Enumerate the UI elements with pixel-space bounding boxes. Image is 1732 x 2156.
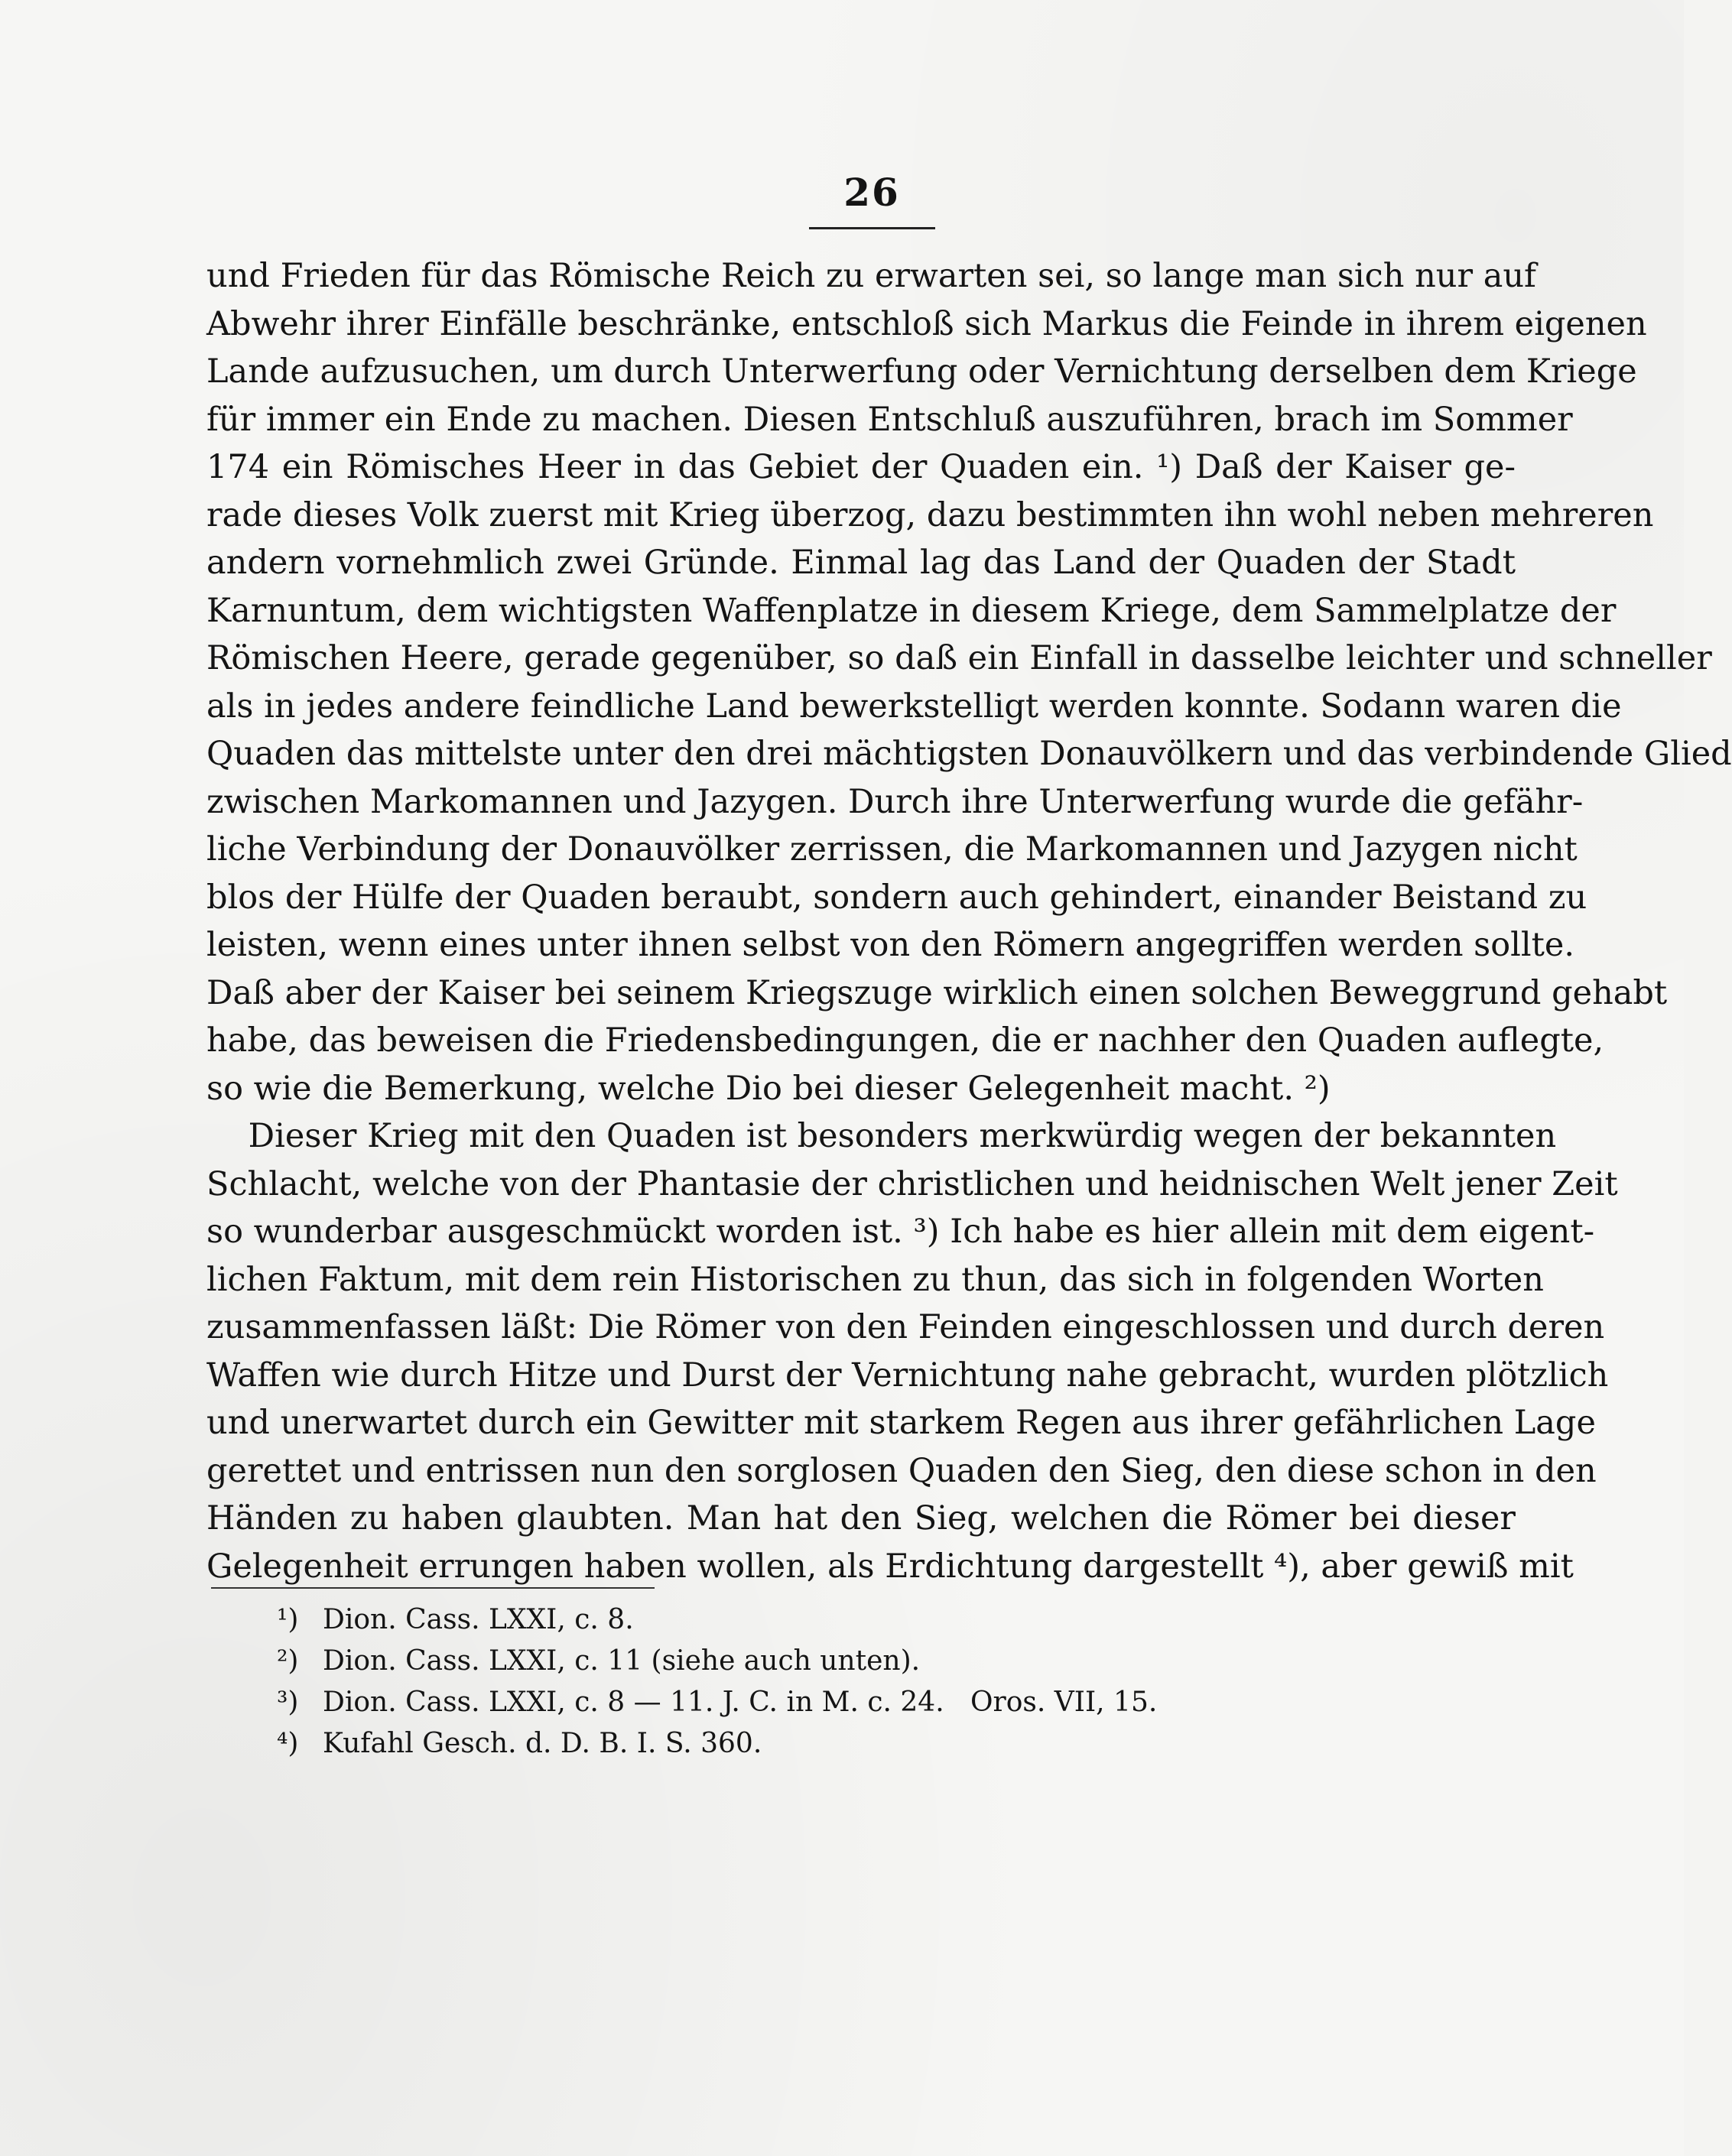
text-line: und Frieden für das Römische Reich zu erwarten sei, so lange man sich nur auf bbox=[206, 257, 1536, 295]
footnote bbox=[277, 1682, 1157, 1723]
footnote-rule bbox=[211, 1587, 655, 1589]
text-line: lichen Faktum, mit dem rein Historischen zu thun, das sich in folgenden Worten bbox=[206, 1260, 1544, 1299]
footnote-marker: ⁴) bbox=[277, 1728, 299, 1759]
text-line: Dieser Krieg mit den Quaden ist besonders merkwürdig wegen der bekannten bbox=[206, 1117, 1557, 1155]
footnote-text: Dion. Cass. LXXI, c. 11 (siehe auch unten). bbox=[323, 1645, 921, 1677]
footnote-marker: ²) bbox=[277, 1645, 299, 1677]
footnote bbox=[277, 1599, 1157, 1641]
page-number: 26 bbox=[843, 170, 900, 215]
footnote-text: Kufahl Gesch. d. D. B. I. S. 360. bbox=[323, 1728, 762, 1759]
text-line: so wunderbar ausgeschmückt worden ist. ³) Ich habe es hier allein mit dem eigent- bbox=[206, 1213, 1595, 1251]
page-number-rule bbox=[809, 227, 935, 229]
text-line: leisten, wenn eines unter ihnen selbst von den Römern angegriffen werden sollte. bbox=[206, 926, 1575, 964]
text-line: andern vornehmlich zwei Gründe. Einmal lag das Land der Quaden der Stadt bbox=[206, 544, 1516, 582]
text-line: Abwehr ihrer Einfälle beschränke, entschloß sich Markus die Feinde in ihrem eigenen bbox=[206, 304, 1647, 343]
text-line: liche Verbindung der Donauvölker zerrissen, die Markomannen und Jazygen nicht bbox=[206, 830, 1578, 869]
text-line: Gelegenheit errungen haben wollen, als Erdichtung dargestellt ⁴), aber gewiß mit bbox=[206, 1547, 1574, 1586]
text-line: 174 ein Römisches Heer in das Gebiet der Quaden ein. ¹) Daß der Kaiser ge- bbox=[206, 448, 1516, 486]
text-line: zusammenfassen läßt: Die Römer von den Feinden eingeschlossen und durch deren bbox=[206, 1308, 1605, 1346]
text-line: und unerwartet durch ein Gewitter mit starkem Regen aus ihrer gefährlichen Lage bbox=[206, 1404, 1596, 1442]
footnote bbox=[277, 1723, 1157, 1765]
footnote-text: Dion. Cass. LXXI, c. 8. bbox=[323, 1604, 634, 1635]
text-line: habe, das beweisen die Friedensbedingungen, die er nachher den Quaden auflegte, bbox=[206, 1021, 1604, 1060]
body-text bbox=[206, 252, 1732, 1590]
text-line: als in jedes andere feindliche Land bewerkstelligt werden konnte. Sodann waren die bbox=[206, 687, 1622, 726]
text-line: zwischen Markomannen und Jazygen. Durch ihre Unterwerfung wurde die gefähr- bbox=[206, 782, 1584, 821]
text-line: Waffen wie durch Hitze und Durst der Vernichtung nahe gebracht, wurden plötzlich bbox=[206, 1356, 1609, 1395]
text-line: Daß aber der Kaiser bei seinem Kriegszuge wirklich einen solchen Beweggrund gehabt bbox=[206, 973, 1668, 1012]
text-line: rade dieses Volk zuerst mit Krieg überzog, dazu bestimmten ihn wohl neben mehreren bbox=[206, 495, 1654, 534]
footnote-text: Dion. Cass. LXXI, c. 8 — 11. J. C. in M. c. 24. Oros. VII, 15. bbox=[323, 1687, 1158, 1718]
text-line: für immer ein Ende zu machen. Diesen Entschluß auszuführen, brach im Sommer bbox=[206, 400, 1573, 439]
text-line: Römischen Heere, gerade gegenüber, so daß ein Einfall in dasselbe leichter und schneller bbox=[206, 639, 1712, 677]
text-line: blos der Hülfe der Quaden beraubt, sondern auch gehindert, einander Beistand zu bbox=[206, 878, 1587, 917]
footnote-marker: ³) bbox=[277, 1687, 299, 1718]
text-line: Händen zu haben glaubten. Man hat den Sieg, welchen die Römer bei dieser bbox=[206, 1499, 1516, 1537]
text-line: Karnuntum, dem wichtigsten Waffenplatze in diesem Kriege, dem Sammelplatze der bbox=[206, 591, 1617, 630]
footnotes bbox=[277, 1599, 1157, 1765]
text-line: Lande aufzusuchen, um durch Unterwerfung oder Vernichtung derselben dem Kriege bbox=[206, 352, 1637, 391]
text-line: gerettet und entrissen nun den sorglosen Quaden den Sieg, den diese schon in den bbox=[206, 1451, 1597, 1490]
footnote-marker: ¹) bbox=[277, 1604, 299, 1635]
text-line: so wie die Bemerkung, welche Dio bei dieser Gelegenheit macht. ²) bbox=[206, 1069, 1331, 1108]
footnote bbox=[277, 1641, 1157, 1682]
text-line: Quaden das mittelste unter den drei mächtigsten Donauvölkern und das verbindende Glied bbox=[206, 735, 1732, 773]
text-line: Schlacht, welche von der Phantasie der christlichen und heidnischen Welt jener Zeit bbox=[206, 1164, 1618, 1203]
